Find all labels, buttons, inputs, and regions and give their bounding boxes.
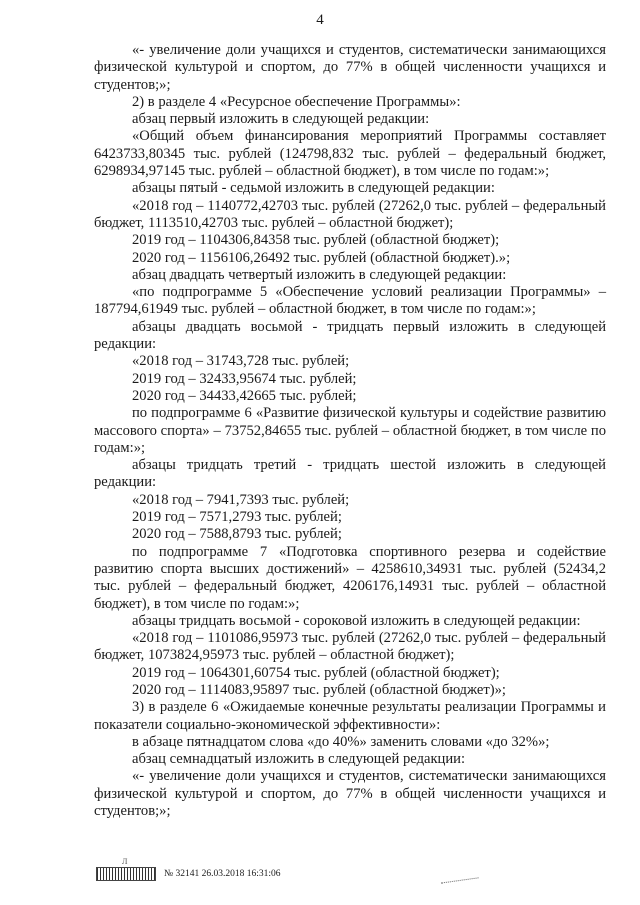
paragraph-6: «2018 год – 1140772,42703 тыс. рублей (27262,0 тыс. рублей – федеральный бюджет, 1113510,42703 тыс. рублей – областной бюджет); (94, 197, 606, 231)
paragraph-23: 2019 год – 1064301,60754 тыс. рублей (областной бюджет); (132, 664, 500, 681)
paragraph-25: 3) в разделе 6 «Ожидаемые конечные результаты реализации Программы и показатели социально-экономической эффективности»: (94, 699, 606, 733)
paragraph-16: абзацы тридцать третий - тридцать шестой изложить в следующей редакции: (94, 457, 606, 491)
paragraph-12: «2018 год – 31743,728 тыс. рублей; (132, 353, 350, 370)
paragraph-3: абзац первый изложить в следующей редакции: (132, 111, 430, 128)
paragraph-26: в абзаце пятнадцатом слова «до 40%» заменить словами «до 32%»; (132, 733, 550, 750)
barcode-icon (96, 867, 156, 881)
paragraph-15: по подпрограмме 6 «Развитие физической культуры и содействие развитию массового спорта» – 73752,84655 тыс. рублей – областной бюджет, в том числе по годам:»; (94, 405, 606, 456)
page-number: 4 (316, 12, 324, 28)
document-stamp: № 32141 26.03.2018 16:31:06 (164, 869, 281, 879)
handwritten-mark-icon (439, 867, 478, 883)
footer (96, 867, 280, 881)
paragraph-14: 2020 год – 34433,42665 тыс. рублей; (132, 387, 357, 404)
paragraph-20: по подпрограмме 7 «Подготовка спортивного резерва и содействие развитию спорта высших достижений» – 4258610,34931 тыс. рублей (52434,2 тыс. рублей – федеральный бюджет, 4206176,14931 тыс. рублей – областной бюджет), в том числе по годам:»; (94, 543, 606, 612)
paragraph-10: «по подпрограмме 5 «Обеспечение условий реализации Программы» – 187794,61949 тыс. рублей – областной бюджет, в том числе по годам:»; (94, 284, 606, 318)
paragraph-4: «Общий объем финансирования мероприятий Программы составляет 6423733,80345 тыс. рублей (124798,832 тыс. рублей – федеральный бюджет, 6298934,97145 тыс. рублей – областной бюджет), в том числе по годам:»; (94, 128, 606, 180)
document-body (94, 42, 606, 820)
paragraph-9: абзац двадцать четвертый изложить в следующей редакции: (132, 266, 507, 283)
paragraph-13: 2019 год – 32433,95674 тыс. рублей; (132, 370, 357, 387)
paragraph-11: абзацы двадцать восьмой - тридцать первый изложить в следующей редакции: (94, 318, 606, 353)
paragraph-8: 2020 год – 1156106,26492 тыс. рублей (областной бюджет).»; (132, 249, 511, 266)
paragraph-18: 2019 год – 7571,2793 тыс. рублей; (132, 509, 342, 526)
paragraph-1: «- увеличение доли учащихся и студентов, систематически занимающихся физической культурой и спортом, до 77% в общей численности учащихся и студентов;»; (94, 42, 606, 93)
footer-mark: Л (122, 857, 128, 866)
paragraph-5: абзацы пятый - седьмой изложить в следующей редакции: (132, 180, 495, 197)
paragraph-27: абзац семнадцатый изложить в следующей редакции: (132, 751, 466, 768)
paragraph-19: 2020 год – 7588,8793 тыс. рублей; (132, 526, 342, 543)
paragraph-2: 2) в разделе 4 «Ресурсное обеспечение Программы»: (132, 93, 461, 110)
paragraph-21: абзацы тридцать восьмой - сороковой изложить в следующей редакции: (132, 612, 581, 629)
paragraph-28: «- увеличение доли учащихся и студентов, систематически занимающихся физической культурой и спортом, до 77% в общей численности учащихся и студентов;»; (94, 768, 606, 820)
paragraph-7: 2019 год – 1104306,84358 тыс. рублей (областной бюджет); (132, 232, 500, 249)
paragraph-17: «2018 год – 7941,7393 тыс. рублей; (132, 491, 350, 508)
paragraph-24: 2020 год – 1114083,95897 тыс. рублей (областной бюджет)»; (132, 681, 506, 698)
paragraph-22: «2018 год – 1101086,95973 тыс. рублей (27262,0 тыс. рублей – федеральный бюджет, 1073824,95973 тыс. рублей – областной бюджет); (94, 630, 606, 664)
